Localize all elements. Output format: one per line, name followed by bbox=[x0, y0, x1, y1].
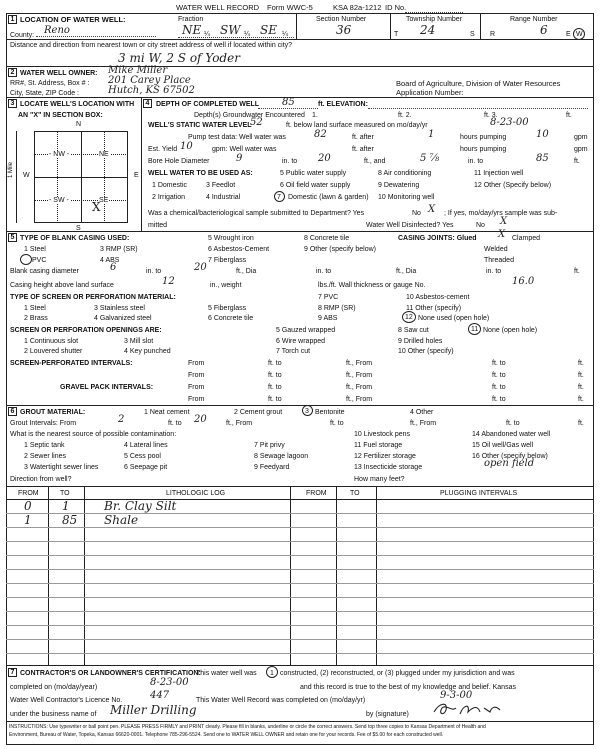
open-drilled[interactable]: 9 Drilled holes bbox=[398, 338, 443, 345]
section-1-number: 1 bbox=[8, 15, 17, 24]
quarter-3[interactable]: SE bbox=[260, 23, 277, 37]
diam-label: Blank casing diameter bbox=[10, 268, 79, 275]
section-2-number: 2 bbox=[8, 68, 17, 77]
casing-label: TYPE OF BLANK CASING USED: bbox=[20, 235, 130, 242]
contam-abandoned[interactable]: 14 Abandoned water well bbox=[472, 431, 551, 438]
screen-brass[interactable]: 2 Brass bbox=[24, 315, 48, 322]
contam-sewer[interactable]: 2 Sewer lines bbox=[24, 453, 67, 460]
gp-ft-end: ft. bbox=[578, 384, 584, 391]
open-gauzed[interactable]: 5 Gauzed wrapped bbox=[276, 327, 336, 334]
quarter-3-sym: ¼ bbox=[282, 31, 288, 38]
grout-ft-from: ft., From bbox=[410, 420, 437, 427]
yield-after: ft. after bbox=[352, 146, 374, 153]
joints-glued-mark[interactable]: X bbox=[498, 229, 506, 240]
pump-after: ft. after bbox=[352, 134, 374, 141]
bore2-in: in. to bbox=[468, 158, 484, 165]
quadrant-nw: - NW - bbox=[49, 151, 70, 158]
casing-pvc-circle[interactable] bbox=[20, 254, 32, 265]
open-other[interactable]: 10 Other (specify) bbox=[398, 348, 454, 355]
pump-level[interactable]: 82 bbox=[314, 129, 327, 140]
disinfect-no-mark[interactable]: X bbox=[500, 216, 508, 227]
cert-1-num: 1 bbox=[270, 670, 274, 677]
use-oilfield[interactable]: 6 Oil field water supply bbox=[280, 182, 351, 189]
bore2-value[interactable]: 5 ⅞ bbox=[420, 153, 440, 164]
pump-gpm-unit: gpm bbox=[574, 134, 588, 141]
static-label: WELL'S STATIC WATER LEVEL bbox=[148, 122, 252, 129]
open-key[interactable]: 4 Key punched bbox=[124, 348, 171, 355]
quarter-2-sym: ¼ bbox=[244, 31, 250, 38]
section-5-number: 5 bbox=[8, 233, 17, 242]
height-value[interactable]: 12 bbox=[162, 276, 175, 287]
open-continuous[interactable]: 1 Continuous slot bbox=[24, 338, 79, 345]
gp-ft-to-3: ft. to bbox=[268, 396, 282, 403]
use-industrial[interactable]: 4 Industrial bbox=[206, 194, 241, 201]
signature-image bbox=[430, 698, 510, 720]
spi-ft-to: ft. to bbox=[268, 360, 282, 367]
use-public[interactable]: 5 Public water supply bbox=[280, 170, 347, 177]
spi-ft-from-2: ft., From bbox=[346, 372, 373, 379]
mitted-label: mitted bbox=[148, 222, 168, 229]
instructions-1: INSTRUCTIONS: Use typewriter or ball point pen. PLEASE PRESS FIRMLY and PRINT clearly. Please fill in blanks, underline or circle the correct answers. Send top three copies to Kansas Department of Health and bbox=[9, 724, 486, 730]
casing-rmp[interactable]: 3 RMP (SR) bbox=[100, 246, 138, 253]
casing-wrought[interactable]: 5 Wrought iron bbox=[208, 235, 254, 242]
plug-from-header: FROM bbox=[306, 490, 327, 497]
record-text: This Water Well Record was completed on (mo/day/yr) bbox=[196, 697, 366, 704]
depth-value[interactable]: 85 bbox=[282, 97, 295, 108]
locate-label: LOCATE WELL'S LOCATION WITH bbox=[20, 101, 135, 108]
location-label: LOCATION OF WATER WELL: bbox=[20, 15, 126, 24]
yield-label: Est. Yield bbox=[148, 146, 178, 153]
contam-other-value[interactable]: open field bbox=[484, 458, 535, 469]
grout-to-3: ft. to bbox=[506, 420, 520, 427]
diam-ft2: ft., Dia bbox=[396, 268, 417, 275]
static-mid: ft. below land surface measured on mo/day/yr bbox=[286, 122, 428, 129]
quarter-1[interactable]: NE bbox=[182, 23, 202, 37]
owner-name[interactable]: Mike Miller bbox=[108, 65, 168, 76]
contam-livestock[interactable]: 10 Livestock pens bbox=[354, 431, 411, 438]
quarter-1-sym: ¼ bbox=[204, 31, 210, 38]
cert-text-1: This water well was bbox=[196, 670, 257, 677]
screen-asbestos[interactable]: 10 Asbestos-cement bbox=[406, 294, 470, 301]
section-number-label: Section Number bbox=[316, 16, 367, 23]
groundwater-label: Depth(s) Groundwater Encountered bbox=[194, 112, 305, 119]
grout-bentonite[interactable]: Bentonite bbox=[315, 409, 345, 416]
spi-label: SCREEN-PERFORATED INTERVALS: bbox=[10, 360, 133, 367]
range-label: Range Number bbox=[510, 16, 558, 23]
use-7-num: 7 bbox=[277, 194, 281, 201]
section-6-number: 6 bbox=[8, 407, 17, 416]
casing-other[interactable]: 9 Other (specify below) bbox=[304, 246, 376, 253]
diam-in2: in. to bbox=[316, 268, 332, 275]
contam-privy[interactable]: 7 Pit privy bbox=[254, 442, 285, 449]
direction-label: Direction from well? bbox=[10, 476, 72, 483]
screen-12-num: 12 bbox=[405, 314, 413, 321]
contam-cess[interactable]: 5 Cess pool bbox=[124, 453, 161, 460]
use-ac[interactable]: 8 Air conditioning bbox=[378, 170, 432, 177]
spi-from-2: From bbox=[188, 372, 205, 379]
range-dir-e: E bbox=[566, 31, 571, 38]
contam-seepage[interactable]: 6 Seepage pit bbox=[124, 464, 168, 471]
cert-label: CONTRACTOR'S OR LANDOWNER'S CERTIFICATION: bbox=[20, 670, 201, 677]
screen-galvanized[interactable]: 4 Galvanized steel bbox=[94, 315, 152, 322]
casing-asbestos[interactable]: 6 Asbestos-Cement bbox=[208, 246, 270, 253]
section-box-hdivider bbox=[34, 177, 128, 178]
screen-none[interactable]: None used (open hole) bbox=[418, 315, 490, 322]
log-from-header: FROM bbox=[18, 490, 39, 497]
plug-header: PLUGGING INTERVALS bbox=[440, 490, 518, 497]
open-11-num: 11 bbox=[471, 326, 479, 333]
county-label: County: bbox=[10, 32, 35, 39]
gp-ft-from: ft., From bbox=[346, 384, 373, 391]
section-3-number: 3 bbox=[8, 99, 17, 108]
owner-city[interactable]: Hutch, KS 67502 bbox=[108, 85, 195, 96]
grout-ft-end: ft. bbox=[578, 420, 584, 427]
screen-pvc[interactable]: 7 PVC bbox=[318, 294, 339, 301]
howmany-label: How many feet? bbox=[354, 476, 405, 483]
section-7-number: 7 bbox=[8, 668, 17, 677]
contam-other[interactable]: 16 Other (specify below) bbox=[472, 453, 548, 460]
quadrant-sw: - SW - bbox=[49, 197, 69, 204]
completed-date[interactable]: 8-23-00 bbox=[150, 677, 189, 688]
chem-no-label: No bbox=[412, 210, 421, 217]
business-label: under the business name of bbox=[10, 711, 97, 718]
board-label: Board of Agriculture, Division of Water Resources bbox=[396, 79, 561, 88]
bore-value[interactable]: 9 bbox=[236, 153, 243, 164]
chem-label: Was a chemical/bacteriological sample submitted to Department? Yes bbox=[148, 210, 365, 217]
township-label: Township Number bbox=[406, 16, 463, 23]
grout-to-label: ft. to bbox=[168, 420, 182, 427]
grout-interval-label: Grout Intervals: From bbox=[10, 420, 77, 427]
mile-scale-label: 1 Mile bbox=[8, 161, 14, 178]
gw-3-label: ft. 3. bbox=[484, 112, 498, 119]
yield-gpm-unit: gpm bbox=[574, 146, 588, 153]
chem-no-mark[interactable]: X bbox=[428, 204, 436, 215]
contam-oil[interactable]: 15 Oil well/Gas well bbox=[472, 442, 534, 449]
contam-fuel[interactable]: 11 Fuel storage bbox=[354, 442, 403, 449]
yield-value[interactable]: 10 bbox=[180, 141, 193, 152]
screen-fiberglass[interactable]: 5 Fiberglass bbox=[208, 305, 247, 312]
grout-rest: ft., From bbox=[226, 420, 253, 427]
township-suffix: S bbox=[470, 31, 475, 38]
gp-ft-to-4: ft. to bbox=[492, 396, 506, 403]
casing-concrete[interactable]: 8 Concrete tile bbox=[304, 235, 350, 242]
screen-rmp[interactable]: 8 RMP (SR) bbox=[318, 305, 356, 312]
township-value[interactable]: 24 bbox=[420, 23, 436, 37]
section-box-vdiv-left bbox=[57, 131, 58, 223]
gp-ft-end-2: ft. bbox=[578, 396, 584, 403]
diam-in3: in. to bbox=[486, 268, 502, 275]
gp-ft-to-2: ft. to bbox=[492, 384, 506, 391]
contam-lagoon[interactable]: 8 Sewage lagoon bbox=[254, 453, 309, 460]
screen-stainless[interactable]: 3 Stainless steel bbox=[94, 305, 145, 312]
log-row-1-to[interactable]: 1 bbox=[62, 499, 70, 513]
compass-n: N bbox=[76, 121, 82, 128]
address-label: RR#, St. Address, Box # : bbox=[10, 80, 90, 87]
litho-header: LITHOLOGIC LOG bbox=[166, 490, 226, 497]
compass-w: W bbox=[23, 172, 30, 179]
license-value[interactable]: 447 bbox=[150, 690, 170, 701]
casing-abs[interactable]: 4 ABS bbox=[100, 257, 120, 264]
grout-label: GROUT MATERIAL: bbox=[20, 409, 86, 416]
gauge-value[interactable]: 16.0 bbox=[512, 276, 535, 287]
county-value[interactable]: Reno bbox=[44, 25, 70, 36]
openings-label: SCREEN OR PERFORATION OPENINGS ARE: bbox=[10, 327, 162, 334]
mile-scale-line bbox=[16, 131, 17, 223]
location-mark: X bbox=[92, 200, 101, 214]
spi-ft-end-2: ft. bbox=[578, 372, 584, 379]
grout-cement[interactable]: 2 Cement grout bbox=[234, 409, 283, 416]
log-row-1-desc[interactable]: Br. Clay Silt bbox=[104, 499, 177, 513]
license-label: Water Well Contractor's Licence No. bbox=[10, 697, 123, 704]
pump-hours[interactable]: 1 bbox=[428, 129, 435, 140]
gp-from: From bbox=[188, 384, 205, 391]
use-injection[interactable]: 11 Injection well bbox=[474, 170, 524, 177]
contam-lateral[interactable]: 4 Lateral lines bbox=[124, 442, 168, 449]
completed-label: completed on (mo/day/year) bbox=[10, 684, 98, 691]
grout-neat[interactable]: 1 Neat cement bbox=[144, 409, 190, 416]
open-none[interactable]: None (open hole) bbox=[483, 327, 538, 334]
disinfect-no-label: No bbox=[476, 222, 485, 229]
grout-other[interactable]: 4 Other bbox=[410, 409, 434, 416]
id-label: ID No. bbox=[385, 3, 407, 12]
spi-ft-to-4: ft. to bbox=[492, 372, 506, 379]
open-torch[interactable]: 7 Torch cut bbox=[276, 348, 311, 355]
gw-1-label: 1. bbox=[312, 112, 318, 119]
casing-pvc[interactable]: PVC bbox=[32, 257, 47, 264]
screen-other[interactable]: 11 Other (specify) bbox=[406, 305, 462, 312]
depth-unit: ft. ELEVATION: bbox=[318, 101, 368, 108]
application-label: Application Number: bbox=[396, 88, 464, 97]
range-value[interactable]: 6 bbox=[540, 23, 548, 37]
range-dir-w: W bbox=[576, 31, 583, 38]
height-in: in., weight bbox=[210, 282, 242, 289]
gp-from-2: From bbox=[188, 396, 205, 403]
pump-hours-label: hours pumping bbox=[460, 134, 507, 141]
open-wire[interactable]: 6 Wire wrapped bbox=[276, 338, 326, 345]
gw-4-label: ft. bbox=[566, 112, 572, 119]
contam-label: What is the nearest source of possible contamination: bbox=[10, 431, 177, 438]
use-domestic[interactable]: 1 Domestic bbox=[152, 182, 188, 189]
open-mill[interactable]: 3 Mill slot bbox=[124, 338, 154, 345]
static-date[interactable]: 8-23-00 bbox=[490, 117, 529, 128]
lbs-label: lbs./ft. Wall thickness or gauge No. bbox=[318, 282, 426, 289]
grout-3-num: 3 bbox=[305, 408, 309, 415]
grout-to[interactable]: 20 bbox=[194, 414, 207, 425]
distance-value[interactable]: 3 mi W, 2 S of Yoder bbox=[118, 51, 240, 65]
spi-ft-to-2: ft. to bbox=[492, 360, 506, 367]
use-monitoring[interactable]: 10 Monitoring well bbox=[378, 194, 435, 201]
bore-ft: ft., and bbox=[364, 158, 386, 165]
use-dewatering[interactable]: 9 Dewatering bbox=[378, 182, 420, 189]
distance-label: Distance and direction from nearest town or city street address of well if located within city? bbox=[10, 42, 293, 49]
static-value[interactable]: 52 bbox=[250, 117, 263, 128]
diam-ft3: ft. bbox=[574, 268, 580, 275]
true-text: and this record is true to the best of my knowledge and belief. Kansas bbox=[300, 684, 516, 691]
instructions-2: Environment, Bureau of Water, Topeka, Kansas 66620-0001. Telephone 785-296-5524. Send one to WATER WELL OWNER and retain one for your records. Fee of $5.00 for each constructed well. bbox=[9, 732, 444, 738]
business-name[interactable]: Miller Drilling bbox=[110, 703, 197, 717]
use-label: WELL WATER TO BE USED AS: bbox=[148, 170, 253, 177]
quadrant-se: SE bbox=[99, 197, 109, 204]
grout-to-2: ft. to bbox=[330, 420, 344, 427]
log-to-header: TO bbox=[60, 490, 70, 497]
open-louvered[interactable]: 2 Louvered shutter bbox=[24, 348, 83, 355]
bore-to[interactable]: 20 bbox=[318, 153, 331, 164]
gp-ft-to: ft. to bbox=[268, 384, 282, 391]
log-row-2-to[interactable]: 85 bbox=[62, 513, 78, 527]
record-date[interactable]: 9-3-00 bbox=[440, 690, 473, 701]
use-irrigation[interactable]: 2 Irrigation bbox=[152, 194, 186, 201]
quarter-2[interactable]: SW bbox=[220, 23, 241, 37]
bore2-ft: ft. bbox=[574, 158, 580, 165]
yield-hours-label: hours pumping bbox=[460, 146, 507, 153]
gw-2-label: ft. 2. bbox=[398, 112, 412, 119]
ksa-number: KSA 82a-1212 bbox=[333, 3, 382, 12]
form-title: WATER WELL RECORD bbox=[176, 3, 260, 12]
bore-label: Bore Hole Diameter bbox=[148, 158, 210, 165]
open-saw[interactable]: 8 Saw cut bbox=[398, 327, 429, 334]
screen-abs[interactable]: 9 ABS bbox=[318, 315, 338, 322]
chem-rest: ; If yes, mo/day/yrs sample was sub- bbox=[444, 210, 558, 217]
owner-address[interactable]: 201 Carey Place bbox=[108, 75, 191, 86]
locate-label-2: AN "X" IN SECTION BOX: bbox=[18, 112, 103, 119]
diam-in: in. to bbox=[146, 268, 162, 275]
diam-to[interactable]: 20 bbox=[194, 262, 207, 273]
plug-to-header: TO bbox=[350, 490, 360, 497]
contam-watertight[interactable]: 3 Watertight sewer lines bbox=[24, 464, 99, 471]
pump-label: Pump test data: Well water was bbox=[188, 134, 286, 141]
grout-from[interactable]: 2 bbox=[118, 414, 125, 425]
gp-ft-from-2: ft., From bbox=[346, 396, 373, 403]
log-row-2-from[interactable]: 1 bbox=[24, 513, 32, 527]
casing-fiberglass[interactable]: 7 Fiberglass bbox=[208, 257, 247, 264]
joints-welded[interactable]: Welded bbox=[484, 246, 508, 253]
bore-in: in. to bbox=[282, 158, 298, 165]
city-label: City, State, ZIP Code : bbox=[10, 90, 79, 97]
screen-steel[interactable]: 1 Steel bbox=[24, 305, 46, 312]
owner-label: WATER WELL OWNER: bbox=[20, 70, 98, 77]
contam-septic[interactable]: 1 Septic tank bbox=[24, 442, 65, 449]
township-prefix: T bbox=[394, 31, 399, 38]
use-feedlot[interactable]: 3 Feedlot bbox=[206, 182, 236, 189]
log-row-2-desc[interactable]: Shale bbox=[104, 513, 139, 527]
diam-value[interactable]: 6 bbox=[110, 262, 117, 273]
use-lawn-garden[interactable]: Domestic (lawn & garden) bbox=[288, 194, 369, 201]
pump-gpm[interactable]: 10 bbox=[536, 129, 549, 140]
depth-label: DEPTH OF COMPLETED WELL bbox=[156, 101, 260, 108]
spi-ft-to-3: ft. to bbox=[268, 372, 282, 379]
section-box-vdiv-right bbox=[104, 131, 105, 223]
joints-clamped[interactable]: Clamped bbox=[512, 235, 541, 242]
compass-s: S bbox=[76, 225, 81, 232]
spi-ft-end: ft. bbox=[578, 360, 584, 367]
yield-gpm: gpm: Well water was bbox=[212, 146, 277, 153]
screen-label: TYPE OF SCREEN OR PERFORATION MATERIAL: bbox=[10, 294, 176, 301]
spi-from: From bbox=[188, 360, 205, 367]
compass-e: E bbox=[134, 172, 139, 179]
quadrant-ne: NE bbox=[99, 151, 109, 158]
joints-threaded[interactable]: Threaded bbox=[484, 257, 514, 264]
joints-label: CASING JOINTS: Glued bbox=[398, 235, 477, 242]
screen-concrete[interactable]: 6 Concrete tile bbox=[208, 315, 254, 322]
form-number: Form WWC-5 bbox=[267, 3, 313, 12]
contam-feedyard[interactable]: 9 Feedyard bbox=[254, 464, 290, 471]
spi-ft-from: ft., From bbox=[346, 360, 373, 367]
cert-text-2: constructed, (2) reconstructed, or (3) plugged under my jurisdiction and was bbox=[280, 670, 515, 677]
contam-fertilizer[interactable]: 12 Fertilizer storage bbox=[354, 453, 416, 460]
fraction-label: Fraction bbox=[178, 16, 204, 23]
log-row-1-from[interactable]: 0 bbox=[24, 499, 32, 513]
contam-insecticide[interactable]: 13 Insecticide storage bbox=[354, 464, 423, 471]
section-4-number: 4 bbox=[143, 99, 152, 108]
section-number-value[interactable]: 36 bbox=[336, 23, 352, 37]
range-prefix: R bbox=[490, 31, 496, 38]
gp-label: GRAVEL PACK INTERVALS: bbox=[60, 384, 154, 391]
signature-label: by (signature) bbox=[366, 711, 409, 718]
use-other[interactable]: 12 Other (Specify below) bbox=[474, 182, 552, 189]
height-label: Casing height above land surface bbox=[10, 282, 114, 289]
bore2-to[interactable]: 85 bbox=[536, 153, 549, 164]
diam-ft: ft., Dia bbox=[236, 268, 257, 275]
disinfect-label: Water Well Disinfected? Yes bbox=[366, 222, 454, 229]
casing-steel[interactable]: 1 Steel bbox=[24, 246, 46, 253]
